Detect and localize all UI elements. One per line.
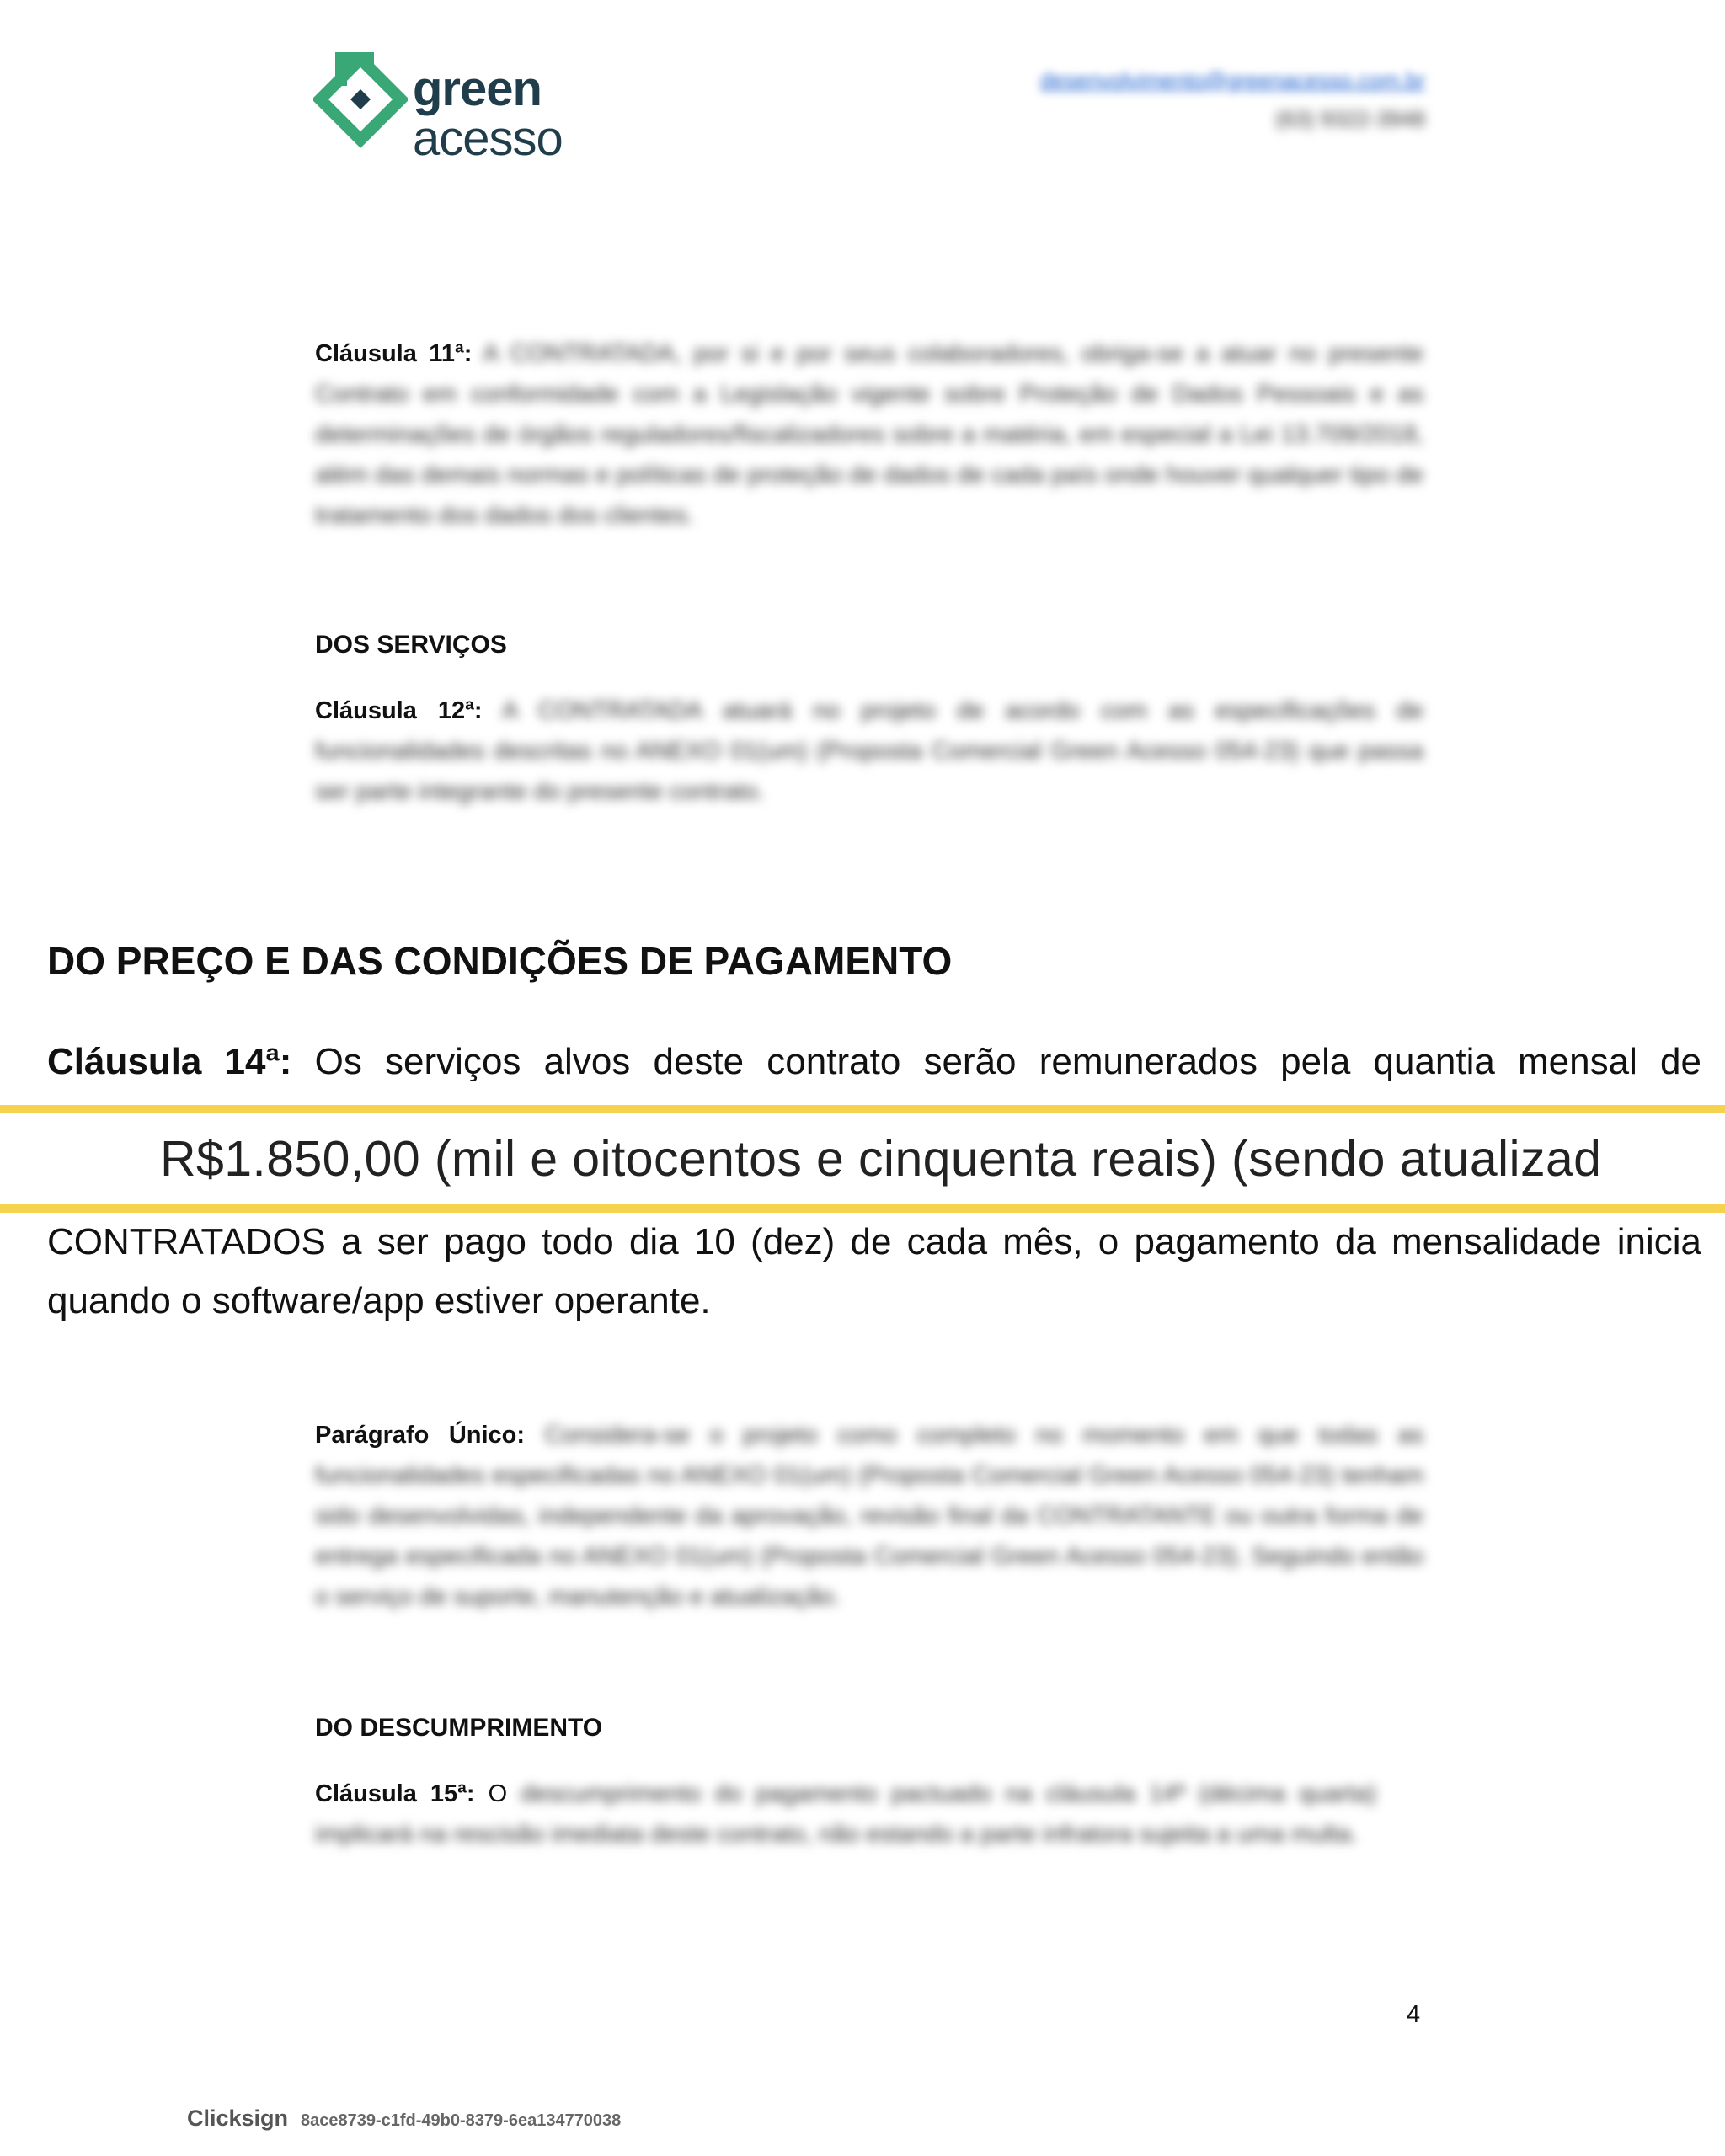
breach-heading: DO DESCUMPRIMENTO: [315, 1714, 603, 1742]
footer-brand: Clicksign: [187, 2105, 289, 2131]
services-heading: DOS SERVIÇOS: [315, 631, 507, 659]
paragraph-unico-text: Considera-se o projeto como completo no momento em que todas as funcionalidades especificadas no ANEXO 01(um) (Proposta Comercial Green Acesso 054-23) tenham sido desenvolvidas, independente da aprovação, revisão final da CONTRATANTE ou outra forma de entrega especificada no ANEXO 01(um) (Proposta Comercial Green Acesso 054-23). Seguindo então o serviço de suporte, manutenção e atualização.: [315, 1422, 1423, 1610]
contact-email-link[interactable]: desenvolvimento@greenacesso.com.br: [1039, 67, 1425, 93]
clause-14-text-line1: Os serviços alvos deste contrato serão remunerados pela quantia mensal de: [314, 1041, 1701, 1082]
clause-12: [315, 691, 1423, 812]
clause-11-text: A CONTRATADA, por si e por seus colaboradores, obriga-se a atuar no presente Contrato em conformidade com a Legislação vigente sobre Proteção de Dados Pessoais e as determinações de órgãos reguladores/fiscalizadores sobre a matéria, em especial a Lei 13.709/2018, além das demais normas e políticas de proteção de dados de cada país onde houver qualquer tipo de tratamento dos dados dos clientes.: [315, 340, 1423, 529]
logo-text-acesso: acesso: [413, 111, 563, 166]
clause-15-lead: O: [488, 1780, 508, 1807]
clause-14-label: Cláusula 14ª:: [47, 1041, 292, 1082]
price-heading: DO PREÇO E DAS CONDIÇÕES DE PAGAMENTO: [47, 939, 953, 983]
clause-14-line3: CONTRATADOS a ser pago todo dia 10 (dez) de cada mês, o pagamento da mensalidade inicia quando o software/app estiver operante.: [47, 1221, 1701, 1321]
paragraph-unico-label: Parágrafo Único:: [315, 1422, 526, 1449]
signature-footer: [187, 2105, 621, 2132]
clause-15-text: descumprimento do pagamento pactuado na cláusula 14ª (décima quarta) implicará na rescisão imediata deste contrato, não estando a parte infratora sujeita a uma multa.: [315, 1780, 1376, 1848]
contact-phone: (63) 9322-3948: [1275, 106, 1425, 131]
clause-11-label: Cláusula 11ª:: [315, 340, 473, 367]
company-logo: [313, 52, 583, 170]
clause-15: [315, 1774, 1376, 1854]
logo-text-green: green: [413, 61, 542, 116]
clause-12-label: Cláusula 12ª:: [315, 697, 483, 724]
green-acesso-diamond-icon: [313, 52, 408, 163]
clause-14-line1: [47, 1033, 1701, 1091]
price-amount-text: R$1.850,00 (mil e oitocentos e cinquenta reais) (sendo atualizad: [160, 1131, 1602, 1187]
clause-11: [315, 334, 1423, 536]
clause-12-text: A CONTRATADA atuará no projeto de acordo com as especificações de funcionalidades descritas no ANEXO 01(um) (Proposta Comercial Green Acesso 054-23) que passa ser parte integrante do presente contrato.: [315, 697, 1423, 805]
header-contact: [1040, 61, 1425, 138]
clause-15-label: Cláusula 15ª:: [315, 1780, 475, 1807]
paragraph-unico: [315, 1415, 1423, 1617]
footer-document-id: 8ace8739-c1fd-49b0-8379-6ea134770038: [301, 2111, 622, 2130]
page-number: 4: [1407, 2001, 1421, 2028]
price-highlight-band: [0, 1105, 1725, 1213]
